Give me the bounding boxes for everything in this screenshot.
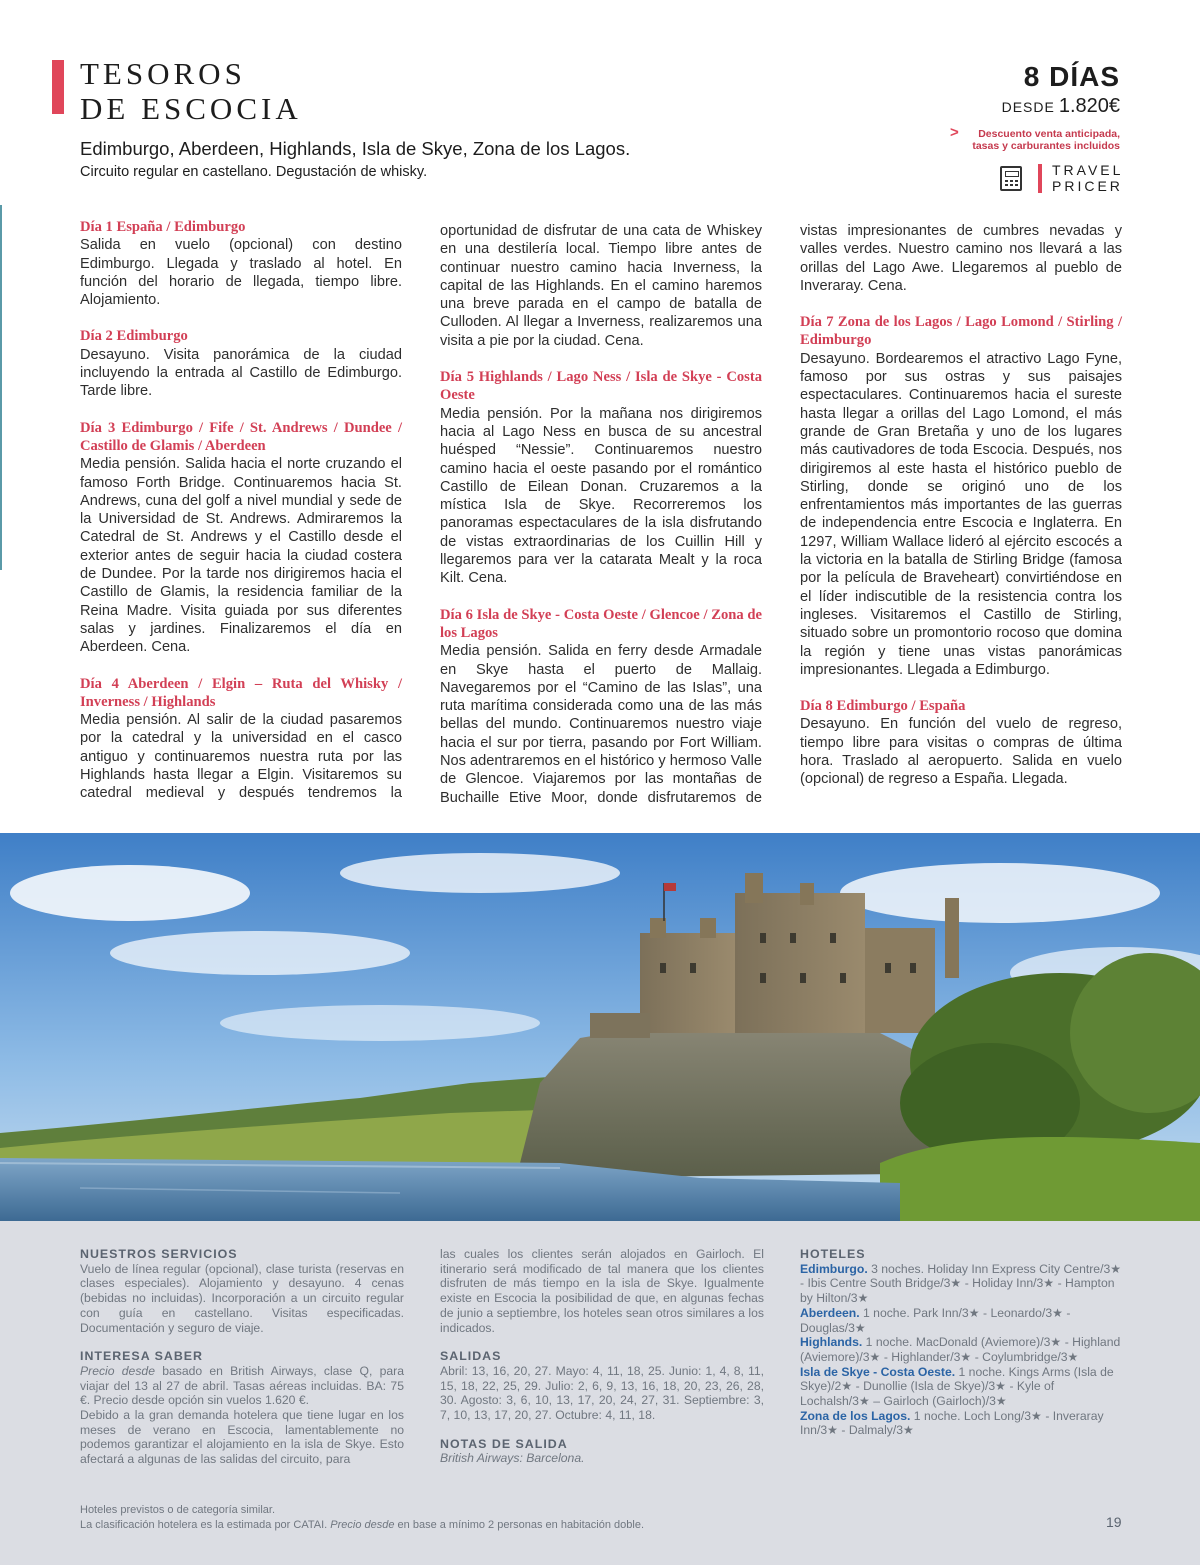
footnote-line-1: Hoteles previstos o de categoría similar. — [80, 1504, 276, 1516]
hotel-lagos-text: 1 noche. Loch Long/3★ - Inveraray Inn/3★ - Dalmaly/3★ — [800, 1408, 1104, 1438]
day-8-text: Desayuno. En función del vuelo de regreso, tiempo libre para visitas o compras de última hora. Traslado al aeropuerto. Salida en vuelo (opcional) de regreso a España. Llegada. — [800, 716, 1122, 788]
hotel-skye-name: Isla de Skye - Costa Oeste. — [800, 1364, 956, 1379]
promo-note — [972, 128, 1120, 152]
departure-notes-heading: NOTAS DE SALIDA — [440, 1436, 568, 1451]
hotel-aberdeen-text: 1 noche. Park Inn/3★ - Leonardo/3★ - Douglas/3★ — [800, 1305, 1071, 1335]
price-value: 1.820€ — [1058, 95, 1120, 117]
footnote-line-2-italic: Precio desde — [330, 1518, 395, 1531]
day-6-title: Día 6 Isla de Skye - Costa Oeste / Glencoe / Zona de los Lagos — [440, 606, 762, 641]
day-1-title: Día 1 España / Edimburgo — [80, 219, 246, 235]
info-column-2 — [440, 1247, 764, 1466]
brand-line-1: TRAVEL — [1052, 162, 1124, 178]
hotel-skye — [800, 1365, 1124, 1409]
hotel-aberdeen-name: Aberdeen. — [800, 1305, 860, 1320]
hotel-edimburgo — [800, 1262, 1124, 1306]
day-3-title: Día 3 Edimburgo / Fife / St. Andrews / Dundee / Castillo de Glamis / Aberdeen — [80, 419, 402, 454]
info-column-1 — [80, 1247, 404, 1467]
brand-accent-bar — [1038, 164, 1042, 193]
castle-landscape-photo — [0, 833, 1200, 1221]
hotel-aberdeen — [800, 1306, 1124, 1335]
price-label: DESDE — [1001, 99, 1055, 115]
brand-line-2: PRICER — [1052, 178, 1123, 194]
services-text: Vuelo de línea regular (opcional), clase turista (reservas en clases especiales). Alojamiento y desayuno. 4 cenas (bebidas no incluidas). Incorporación a un circuito regular con guía en castellano. Visitas especificadas. Documentación y seguro de viaje. — [80, 1261, 404, 1335]
itinerary-column-3 — [800, 222, 1122, 789]
route-subtitle: Edimburgo, Aberdeen, Highlands, Isla de Skye, Zona de los Lagos. — [80, 138, 631, 159]
title-accent-bar — [52, 60, 64, 114]
promo-line-1: Descuento venta anticipada, — [978, 128, 1120, 140]
hotel-edimburgo-text: 3 noches. Holiday Inn Express City Centre/3★ - Ibis Centre South Bridge/3★ - Holiday Inn/3★ - Hampton by Hilton/3★ — [800, 1261, 1122, 1306]
info-column-3 — [800, 1247, 1124, 1438]
price-block — [1002, 95, 1120, 118]
departures-text: Abril: 13, 16, 20, 27. Mayo: 4, 11, 18, 25. Junio: 1, 4, 8, 11, 15, 18, 22, 25, 29. Julio: 2, 6, 9, 13, 16, 18, 20, 23, 26, 28, 30. Agosto: 3, 6, 10, 13, 17, 20, 24, 27, 31. Septiembre: 3, 7, 10, 13, 17, 20, 27. Octubre: 4, 11, 18. — [440, 1363, 764, 1423]
footnote-line-2-b: en base a mínimo 2 personas en habitación doble. — [394, 1518, 644, 1531]
hotel-highlands — [800, 1335, 1124, 1364]
travel-pricer-logo — [1052, 162, 1123, 194]
price-from-italic: Precio desde — [80, 1363, 155, 1378]
day-5-title: Día 5 Highlands / Lago Ness / Isla de Skye - Costa Oeste — [440, 369, 762, 404]
itinerary-column-1 — [80, 218, 402, 803]
hotels-heading: HOTELES — [800, 1247, 866, 1261]
footnote — [80, 1503, 644, 1532]
day-3-text: Media pensión. Salida hacia el norte cruzando el famoso Forth Bridge. Continuaremos hacia St. Andrews, cuna del golf a nivel mundial y sede de la Universidad de St. Andrews. Admiraremos la Catedral de St. Andrews y el Castillo desde el exterior antes de seguir hacia la ciudad costera de Dundee. Por la tarde nos dirigiremos hacia el Castillo de Glamis, la residencia familiar de la Reina Madre. Visita guiada por sus diferentes salas y jardines. Finalizaremos el día en Aberdeen. Cena. — [80, 456, 402, 656]
day-5-text: Media pensión. Por la mañana nos dirigiremos hacia al Lago Ness en busca de su ancestral huésped “Nessie”. Continuaremos nuestro camino hacia el oeste pasando por el romántico Castillo de Eilean Donan. Cruzaremos a la mística Isla de Skye. Recorreremos los panoramas espectaculares de la isla disfrutando de vistas extraordinarias de los Cuillin Hill y llegaremos para ver la catarata Mealt y la roca Kilt. Cena. — [440, 405, 762, 587]
good-to-know-text-continued: las cuales los clientes serán alojados en Gairloch. El itinerario será modificado de tal manera que los clientes disfruten de más tiempo en la isla de Skye. Igualmente existe en Escocia la posibilidad de que, en algunas fechas de junio a septiembre, los hoteles sean otros similares a los indicados. — [440, 1247, 764, 1335]
day-2-text: Desayuno. Visita panorámica de la ciudad incluyendo la entrada al Castillo de Edimburgo. Tarde libre. — [80, 346, 402, 400]
hotel-highlands-text: 1 noche. MacDonald (Aviemore)/3★ - Highland (Aviemore)/3★ - Highlander/3★ - Coylumbridge/3★ — [800, 1335, 1121, 1364]
services-heading: NUESTROS SERVICIOS — [80, 1247, 238, 1261]
day-2-title: Día 2 Edimburgo — [80, 328, 188, 345]
day-4-text-continued: oportunidad de disfrutar de una cata de Whiskey en una destilería local. Tiempo libre antes de continuar nuestro camino hacia Inverness, la capital de las Highlands. En el camino haremos una breve parada en el campo de batalla de Culloden. Al llegar a Inverness, realizaremos una visita a pie por la ciudad. Cena. — [440, 223, 762, 349]
itinerary-column-2 — [440, 222, 762, 807]
trip-duration: 8 DÍAS — [1023, 61, 1120, 92]
departure-notes-text — [440, 1451, 764, 1466]
page-number: 19 — [1106, 1514, 1122, 1530]
hotel-lagos-name: Zona de los Lagos. — [800, 1408, 911, 1423]
day-6-text: Media pensión. Salida en ferry desde Armadale en Skye hasta el puerto de Mallaig. Navegaremos por el “Camino de las Islas”, una ruta marítima considerada como una de las más bellas del mundo. Continuaremos nuestro viaje hacia el sur por tierra, pasando por Fort William. Nos adentraremos en el histórico y hermoso Valle de Glencoe. Viajaremos por las montañas de Buchaille Etive Moor, donde disfrutaremos de — [440, 643, 762, 806]
promo-line-2: tasas y carburantes incluidos — [972, 140, 1120, 152]
title-line-1: TESOROS — [80, 56, 246, 91]
hotel-edimburgo-name: Edimburgo. — [800, 1261, 868, 1276]
departure-notes-italic: British Airways: Barcelona. — [440, 1451, 585, 1466]
day-8-title: Día 8 Edimburgo / España — [800, 698, 966, 715]
footnote-line-2 — [80, 1518, 644, 1533]
circuit-description: Circuito regular en castellano. Degustación de whisky. — [80, 164, 428, 180]
good-to-know-text-2: Debido a la gran demanda hotelera que tiene lugar en los meses de verano en Escocia, lamentablemente no podemos garantizar el alojamiento en la isla de Skye. Esto afectará a algunas de las salidas del circuito, para — [80, 1408, 404, 1467]
good-to-know-text-1 — [80, 1364, 404, 1408]
good-to-know-heading: INTERESA SABER — [80, 1349, 204, 1364]
calculator-icon — [1000, 166, 1022, 191]
day-1-text: Salida en vuelo (opcional) con destino Edimburgo. Llegada y traslado al hotel. En función del horario de llegada, tiempo libre. Alojamiento. — [80, 237, 402, 309]
day-4-title: Día 4 Aberdeen / Elgin – Ruta del Whisky / Inverness / Highlands — [80, 675, 402, 710]
chevron-right-icon: > — [950, 124, 959, 141]
page-edge-strip — [0, 205, 2, 570]
page-title — [80, 56, 302, 126]
footnote-line-2-a: La clasificación hotelera es la estimada por CATAI. — [80, 1518, 331, 1531]
hotel-highlands-name: Highlands. — [800, 1335, 863, 1350]
hotel-skye-text: 1 noche. Kings Arms (Isla de Skye)/2★ - Dunollie (Isla de Skye)/3★ - Kyle of Lochalsh/3★ – Gairloch (Gairloch)/3★ — [800, 1364, 1114, 1409]
day-4-text: Media pensión. Al salir de la ciudad pasaremos por la catedral y la universidad en el casco antiguo y continuaremos nuestra ruta por las Highlands hasta llegar a Elgin. Visitaremos su catedral medieval y después tendremos la — [80, 712, 402, 802]
day-7-title: Día 7 Zona de los Lagos / Lago Lomond / Stirling / Edimburgo — [800, 314, 1122, 349]
day-6-text-continued: vistas impresionantes de cumbres nevadas y valles verdes. Nuestro camino nos llevará a las orillas del Lago Awe. Llegaremos al pueblo de Inveraray. Cena. — [800, 223, 1122, 294]
title-line-2: DE ESCOCIA — [80, 91, 302, 126]
day-7-text: Desayuno. Bordearemos el atractivo Lago Fyne, famoso por sus ostras y sus paisajes espectaculares. Continuaremos hacia el sureste hasta llegar a orillas del Lago Lomond, el más grande de Gran Bretaña y uno de los lugares más cautivadores de toda Escocia. Después, nos dirigiremos al este hasta el histórico pueblo de Stirling, donde se originó uno de los enfrentamientos más importantes de las guerras de independencia entre Escocia e Inglaterra. En 1297, William Wallace lideró al ejército escocés a la victoria en la batalla de Stirling Bridge (famosa por la película de Braveheart) convirtiéndose en el líder indiscutible de la resistencia contra los ingleses. Visitaremos el Castillo de Stirling, situado sobre un promontorio rocoso que domina la región y tiene unas vistas panorámicas impresionantes. Llegada a Edimburgo. — [800, 350, 1122, 678]
good-to-know-text-1-body: basado en British Airways, clase Q, para viajar del 13 al 27 de abril. Tasas aéreas incluidas. BA: 75 €. Precio desde opción sin vuelos 1.620 €. — [80, 1363, 404, 1408]
hotel-lagos — [800, 1409, 1124, 1438]
departures-heading: SALIDAS — [440, 1349, 502, 1364]
